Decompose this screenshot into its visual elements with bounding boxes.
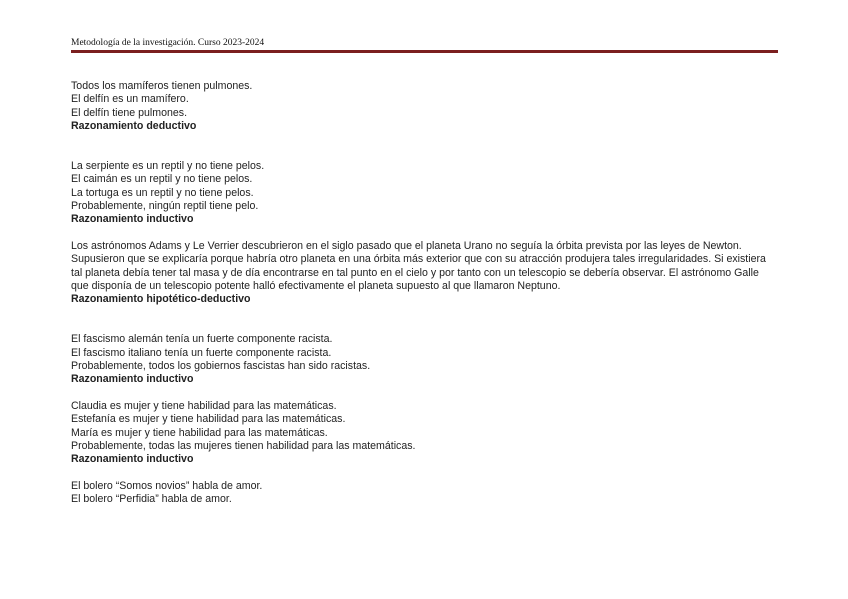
premise-line: María es mujer y tiene habilidad para las matemáticas. <box>71 426 328 439</box>
spacer <box>71 387 778 400</box>
premise-line: El bolero “Somos novios” habla de amor. <box>71 479 263 492</box>
reasoning-type-label: Razonamiento inductivo <box>71 373 194 386</box>
premise-line: Claudia es mujer y tiene habilidad para las matemáticas. <box>71 399 337 412</box>
reasoning-type-label: Razonamiento hipotético-deductivo <box>71 293 251 306</box>
example-block <box>71 240 778 306</box>
premise-line: El delfín es un mamífero. <box>71 93 189 106</box>
premise-line: La tortuga es un reptil y no tiene pelos. <box>71 186 254 199</box>
premise-line: El caimán es un reptil y no tiene pelos. <box>71 173 253 186</box>
reasoning-type-label: Razonamiento deductivo <box>71 119 197 132</box>
reasoning-type-label: Razonamiento inductivo <box>71 453 194 466</box>
premise-line: El fascismo alemán tenía un fuerte componente racista. <box>71 333 333 346</box>
document-body <box>71 80 778 506</box>
reasoning-type-label: Razonamiento inductivo <box>71 213 194 226</box>
example-block <box>71 400 778 466</box>
spacer <box>71 306 778 333</box>
example-block <box>71 80 778 133</box>
spacer <box>71 133 778 160</box>
example-block <box>71 333 778 386</box>
premise-line: Probablemente, ningún reptil tiene pelo. <box>71 200 259 213</box>
spacer <box>71 466 778 479</box>
premise-line: El delfín tiene pulmones. <box>71 106 188 119</box>
premise-line: La serpiente es un reptil y no tiene pelos. <box>71 160 265 173</box>
page-header <box>71 38 778 53</box>
example-block <box>71 480 778 507</box>
header-rule <box>71 50 778 53</box>
premise-line: Estefanía es mujer y tiene habilidad para las matemáticas. <box>71 413 346 426</box>
example-paragraph: Los astrónomos Adams y Le Verrier descubrieron en el siglo pasado que el planeta Urano no seguía la órbita prevista por las leyes de Newton. Supusieron que se explicaría porque habría otro planeta en una órbita más exterior que con su atracción produjera tales irregularidades. Si existiera tal planeta debía tener tal masa y de día encontrarse en tal punto en el cielo y por tanto con un telescopio se debería observar. El astrónomo Galle que disponía de un telescopio potente halló efectivamente el planeta supuesto al que llamaron Neptuno. <box>71 239 766 292</box>
header-title: Metodología de la investigación. Curso 2023-2024 <box>71 38 265 48</box>
premise-line: Todos los mamíferos tienen pulmones. <box>71 80 253 92</box>
premise-line: Probablemente, todas las mujeres tienen habilidad para las matemáticas. <box>71 439 416 452</box>
example-block <box>71 160 778 226</box>
premise-line: El bolero “Perfidia” habla de amor. <box>71 493 232 506</box>
premise-line: El fascismo italiano tenía un fuerte componente racista. <box>71 346 332 359</box>
premise-line: Probablemente, todos los gobiernos fascistas han sido racistas. <box>71 360 371 373</box>
spacer <box>71 227 778 240</box>
